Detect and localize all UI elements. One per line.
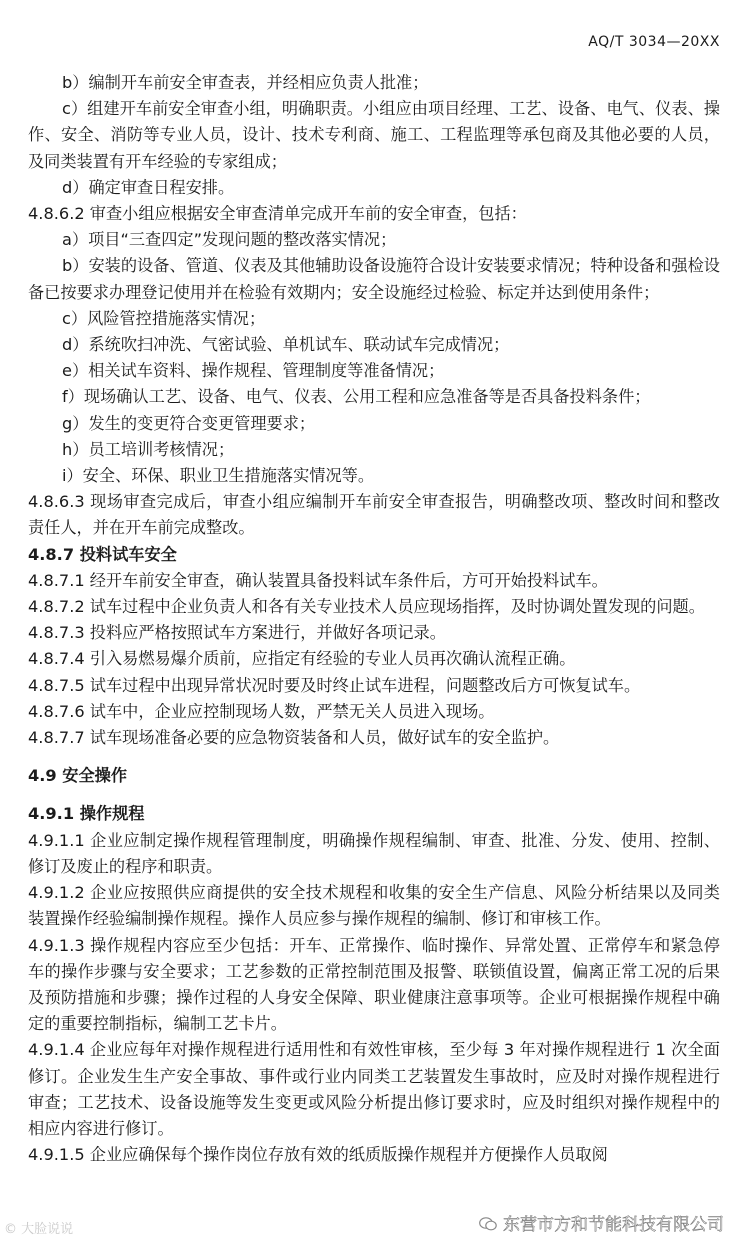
paragraph: 4.8.7.1 经开车前安全审查，确认装置具备投料试车条件后，方可开始投料试车。 <box>28 570 608 590</box>
paragraph: d）确定审查日程安排。 <box>62 177 235 197</box>
document-code: AQ/T 3034—20XX <box>588 34 720 50</box>
watermark-company-name: 东营市方和节能科技有限公司 <box>503 1215 724 1235</box>
paragraph: a）项目“三查四定”发现问题的整改落实情况； <box>62 230 397 250</box>
paragraph: e）相关试车资料、操作规程、管理制度等准备情况； <box>62 361 445 381</box>
section-heading: 4.9.1 操作规程 <box>28 804 145 824</box>
paragraph: 4.9.1.5 企业应确保每个操作岗位存放有效的纸质版操作规程并方便操作人员取阅 <box>28 1145 608 1165</box>
paragraph: d）系统吹扫冲洗、气密试验、单机试车、联动试车完成情况； <box>62 335 510 355</box>
paragraph: i）安全、环保、职业卫生措施落实情况等。 <box>62 466 375 486</box>
section-heading: 4.9 安全操作 <box>28 766 128 786</box>
paragraph: b）安装的设备、管道、仪表及其他辅助设备设施符合设计安装要求情况；特种设备和强检设备已按要求办理登记使用并在检验有效期内；安全设施经过检验、标定并达到使用条件； <box>28 256 720 302</box>
paragraph: g）发生的变更符合变更管理要求； <box>62 413 316 433</box>
paragraph: 4.8.6.2 审查小组应根据安全审查清单完成开车前的安全审查，包括： <box>28 204 527 224</box>
section-heading: 4.8.7 投料试车安全 <box>28 544 177 564</box>
watermark-left: © 大脸说说 <box>4 1222 74 1237</box>
paragraph: b）编制开车前安全审查表，并经相应负责人批准； <box>62 73 429 92</box>
paragraph: c）风险管控措施落实情况； <box>62 308 266 328</box>
paragraph: c）组建开车前安全审查小组，明确职责。小组应由项目经理、工艺、设备、电气、仪表、操作、安全、消防等专业人员，设计、技术专利商、施工、工程监理等承包商及其他必要的人员，及同类装置有开车经验的专家组成； <box>28 99 720 171</box>
paragraph: 4.9.1.3 操作规程内容应至少包括：开车、正常操作、临时操作、异常处置、正常停车和紧急停车的操作步骤与安全要求；工艺参数的正常控制范围及报警、联锁值设置，偏离正常工况的后果及预防措施和步骤；操作过程的人身安全保障、职业健康注意事项等。企业可根据操作规程中确定的重要控制指标，编制工艺卡片。 <box>28 935 720 1034</box>
document-body <box>28 70 720 1168</box>
paragraph: 4.8.6.3 现场审查完成后，审查小组应编制开车前安全审查报告，明确整改项、整改时间和整改责任人，并在开车前完成整改。 <box>28 492 720 538</box>
paragraph: 4.8.7.7 试车现场准备必要的应急物资装备和人员，做好试车的安全监护。 <box>28 728 560 748</box>
paragraph: 4.9.1.4 企业应每年对操作规程进行适用性和有效性审核，至少每 3 年对操作规程进行 1 次全面修订。企业发生生产安全事故、事件或行业内同类工艺装置发生事故时，应及时对操作规程进行审查；工艺技术、设备设施等发生变更或风险分析提出修订要求时，应及时组织对操作规程中的相应内容进行修订。 <box>28 1040 720 1138</box>
paragraph: f）现场确认工艺、设备、电气、仪表、公用工程和应急准备等是否具备投料条件； <box>62 387 651 407</box>
paragraph: 4.9.1.1 企业应制定操作规程管理制度，明确操作规程编制、审查、批准、分发、使用、控制、修订及废止的程序和职责。 <box>28 830 720 876</box>
paragraph: h）员工培训考核情况； <box>62 439 235 459</box>
paragraph: 4.8.7.6 试车中，企业应控制现场人数，严禁无关人员进入现场。 <box>28 701 495 721</box>
paragraph: 4.8.7.5 试车过程中出现异常状况时要及时终止试车进程，问题整改后方可恢复试车。 <box>28 675 641 695</box>
paragraph: 4.9.1.2 企业应按照供应商提供的安全技术规程和收集的安全生产信息、风险分析结果以及同类装置操作经验编制操作规程。操作人员应参与操作规程的编制、修订和审核工作。 <box>28 883 720 929</box>
paragraph: 4.8.7.2 试车过程中企业负责人和各有关专业技术人员应现场指挥，及时协调处置发现的问题。 <box>28 597 705 617</box>
paragraph: 4.8.7.4 引入易燃易爆介质前，应指定有经验的专业人员再次确认流程正确。 <box>28 649 576 669</box>
paragraph: 4.8.7.3 投料应严格按照试车方案进行，并做好各项记录。 <box>28 623 446 643</box>
watermark-right <box>479 1210 724 1235</box>
wechat-icon <box>479 1217 497 1231</box>
